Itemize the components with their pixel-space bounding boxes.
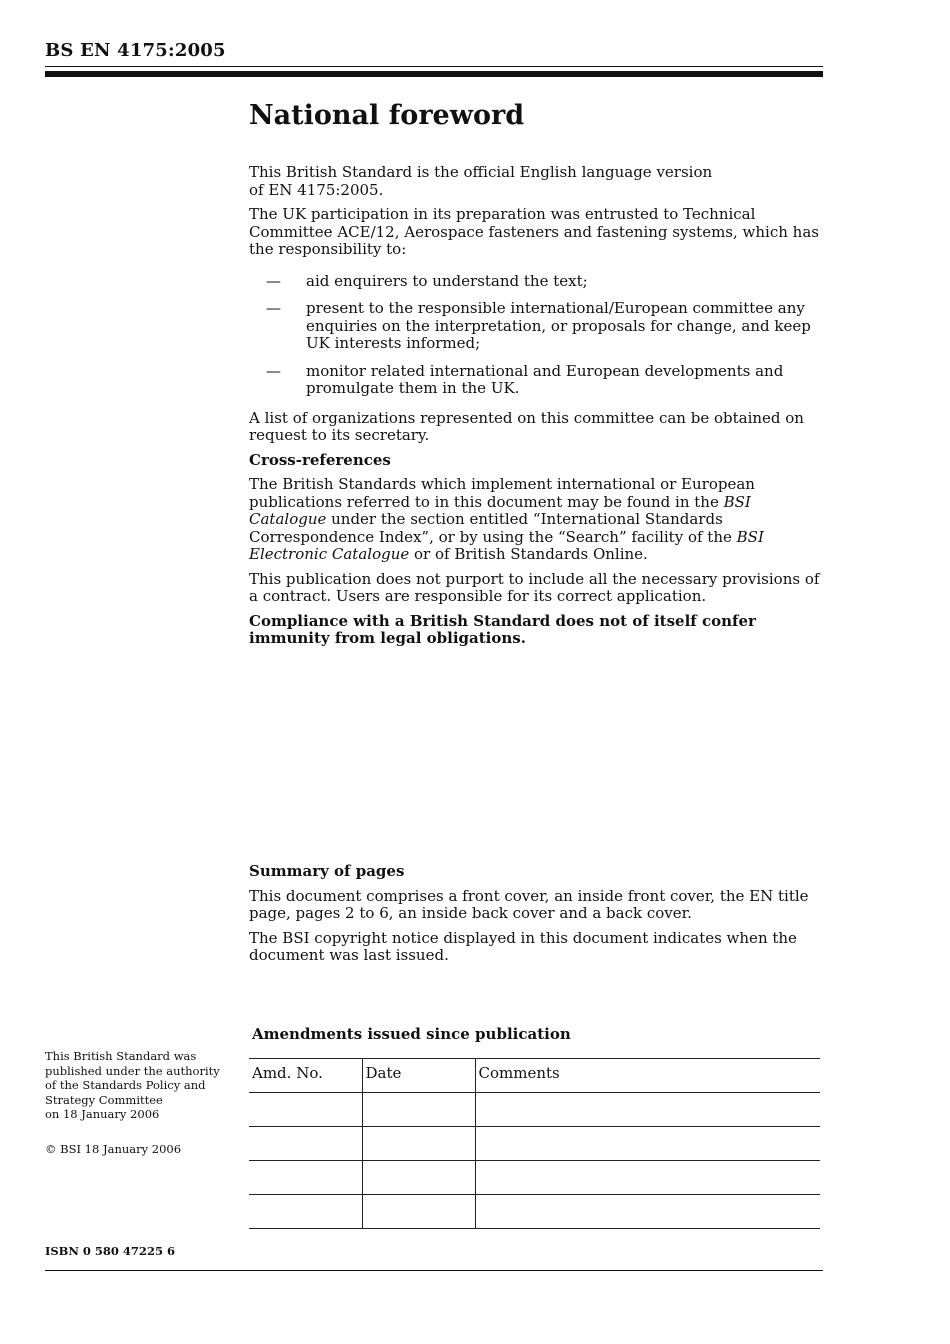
column-header-comments: Comments bbox=[475, 1059, 820, 1093]
table-cell bbox=[249, 1127, 362, 1161]
summary-paragraph-1: This document comprises a front cover, an inside front cover, the EN title page, pages 2 to 6, an inside back cover and a back cover. bbox=[249, 886, 809, 922]
document-id: BS EN 4175:2005 bbox=[45, 40, 226, 61]
column-header-date: Date bbox=[362, 1059, 475, 1093]
foreword-body bbox=[249, 164, 829, 655]
note-line: This British Standard was bbox=[45, 1049, 197, 1063]
cross-references-paragraph bbox=[249, 476, 829, 564]
footer-rule bbox=[45, 1270, 823, 1271]
table-cell bbox=[362, 1161, 475, 1195]
table-cell bbox=[362, 1127, 475, 1161]
table-cell bbox=[475, 1093, 820, 1127]
amendments-table bbox=[249, 1058, 820, 1229]
table-cell bbox=[249, 1161, 362, 1195]
bsi-electronic-catalogue-title: BSI Electronic Catalogue bbox=[249, 527, 764, 563]
cross-ref-text: under the section entitled “International Standards Correspondence Index”, or by using the “Search” facility of the bbox=[249, 510, 737, 546]
list-item-text: aid enquirers to understand the text; bbox=[306, 271, 588, 290]
table-header-row bbox=[249, 1059, 820, 1093]
header-rule-thick bbox=[45, 71, 823, 77]
dash-marker: — bbox=[266, 361, 281, 380]
table-row bbox=[249, 1161, 820, 1195]
header-rule-thin bbox=[45, 66, 823, 67]
intro-paragraph-1: This British Standard is the official English language version of EN 4175:2005. bbox=[249, 163, 713, 199]
amendments-title: Amendments issued since publication bbox=[252, 1025, 571, 1043]
publication-note bbox=[45, 1049, 235, 1122]
table-row bbox=[249, 1127, 820, 1161]
compliance-statement: Compliance with a British Standard does not of itself confer immunity from legal obligations. bbox=[249, 611, 756, 647]
cross-ref-text: The British Standards which implement international or European publications referred to in this document may be found in the bbox=[249, 475, 755, 511]
note-line: of the Standards Policy and bbox=[45, 1078, 206, 1093]
list-item bbox=[249, 300, 829, 353]
table-cell bbox=[475, 1127, 820, 1161]
summary-heading: Summary of pages bbox=[249, 862, 405, 880]
table-cell bbox=[362, 1093, 475, 1127]
isbn: ISBN 0 580 47225 6 bbox=[45, 1244, 175, 1258]
column-header-amd-no: Amd. No. bbox=[249, 1059, 362, 1093]
page-title: National foreword bbox=[249, 100, 525, 131]
note-line: Strategy Committee bbox=[45, 1092, 163, 1107]
committee-list-paragraph: A list of organizations represented on this committee can be obtained on request to its secretary. bbox=[249, 408, 804, 444]
provisions-paragraph: This publication does not purport to include all the necessary provisions of a contract. Users are responsible for its correct application. bbox=[249, 569, 820, 605]
list-item-text: monitor related international and European developments and promulgate them in the UK. bbox=[306, 361, 784, 397]
cross-ref-text: or of British Standards Online. bbox=[409, 545, 648, 563]
summary-paragraph-2: The BSI copyright notice displayed in this document indicates when the document was last issued. bbox=[249, 928, 797, 964]
dash-marker: — bbox=[266, 271, 281, 290]
list-item-text: present to the responsible international/European committee any enquiries on the interpretation, or proposals for change, and keep UK interests informed; bbox=[306, 299, 811, 352]
table-row bbox=[249, 1093, 820, 1127]
responsibility-list bbox=[249, 273, 829, 398]
cross-references-heading: Cross-references bbox=[249, 450, 391, 469]
note-line: on 18 January 2006 bbox=[45, 1107, 160, 1122]
table-cell bbox=[362, 1195, 475, 1229]
table-cell bbox=[475, 1161, 820, 1195]
table-cell bbox=[475, 1195, 820, 1229]
list-item bbox=[249, 273, 829, 291]
intro-paragraph-2: The UK participation in its preparation was entrusted to Technical Committee ACE/12, Aerospace fasteners and fastening systems, which has the responsibility to: bbox=[249, 205, 819, 258]
table-row bbox=[249, 1195, 820, 1229]
list-item bbox=[249, 363, 829, 398]
note-line: published under the authority bbox=[45, 1063, 220, 1078]
summary-section bbox=[249, 863, 829, 972]
table-cell bbox=[249, 1195, 362, 1229]
table-cell bbox=[249, 1093, 362, 1127]
bsi-catalogue-title: BSI Catalogue bbox=[249, 492, 751, 528]
dash-marker: — bbox=[266, 299, 281, 317]
copyright-notice: © BSI 18 January 2006 bbox=[45, 1142, 182, 1156]
